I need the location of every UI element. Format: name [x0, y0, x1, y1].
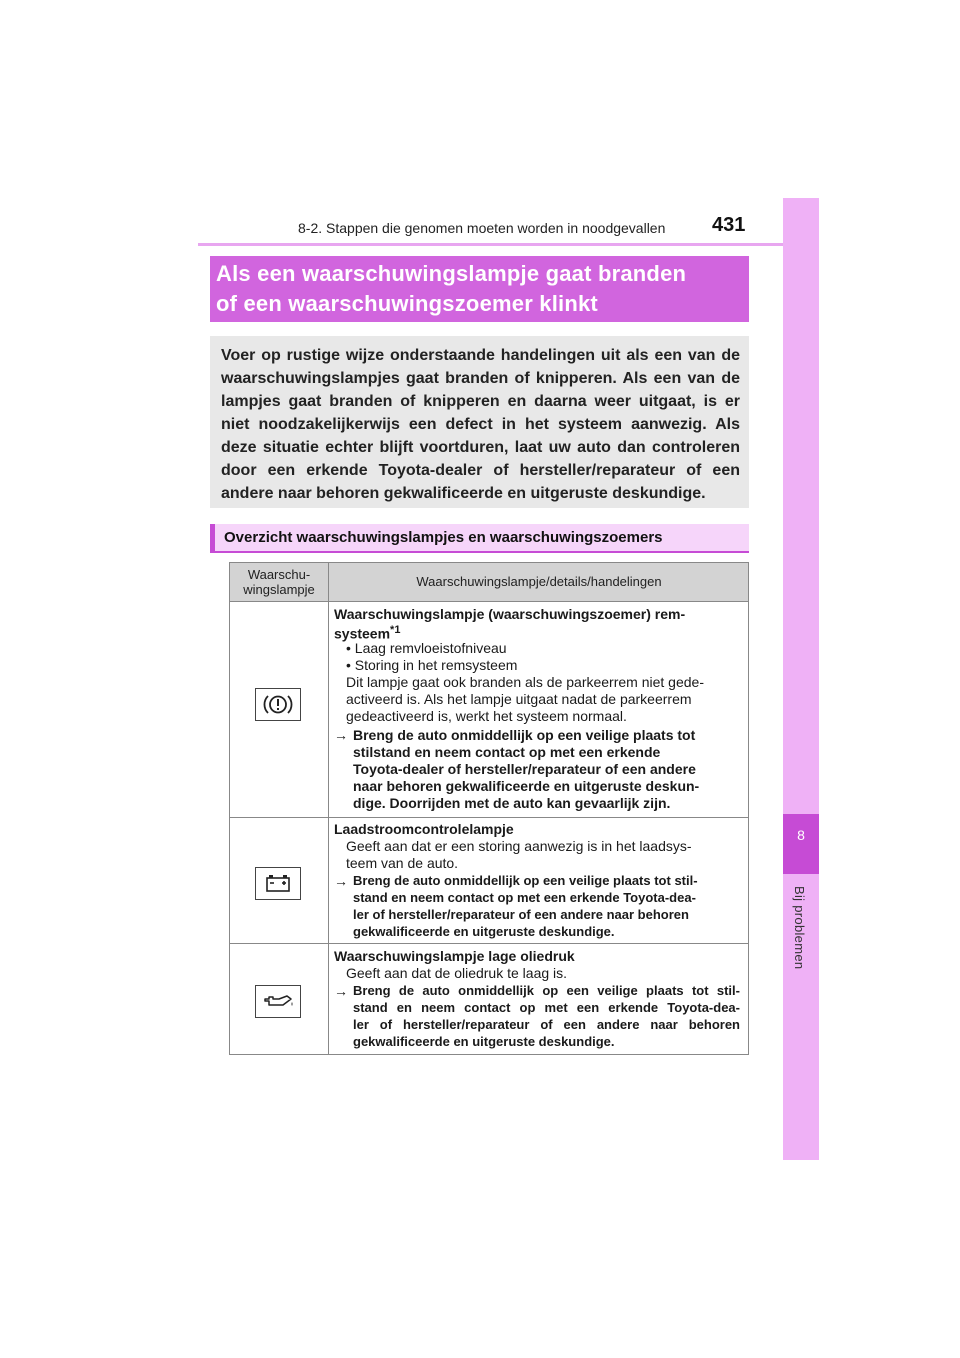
- row1-action: naar behoren gekwalificeerde en uitgeruste deskun-: [353, 778, 700, 794]
- row1-detail: gedeactiveerd is, werkt het systeem normaal.: [346, 708, 627, 724]
- intro-line: deze situatie echter blijft voortduren, laat uw auto dan controleren: [221, 439, 740, 456]
- row1-title: [334, 622, 400, 642]
- row1-action: stilstand en neem contact op met een erkende: [353, 744, 661, 760]
- brake-warning-icon: [255, 688, 301, 721]
- row1-action: Toyota-dealer of hersteller/reparateur of een andere: [353, 761, 696, 777]
- side-tab-marker: [783, 814, 819, 874]
- intro-line: waarschuwingslampjes gaat branden of knipperen. Als een van de: [221, 370, 740, 387]
- row1-action: dige. Doorrijden met de auto kan gevaarlijk zijn.: [353, 795, 671, 811]
- row3-title: Waarschuwingslampje lage oliedruk: [334, 948, 575, 964]
- row1-detail: Dit lampje gaat ook branden als de parkeerrem niet gede-: [346, 674, 704, 690]
- table-row-divider: [229, 817, 749, 818]
- section-banner-bar: [210, 524, 215, 552]
- row3-action: stand en neem contact op met een erkende Toyota-dea-: [353, 1000, 740, 1015]
- intro-line: andere naar behoren gekwalificeerde en uitgeruste deskundige.: [221, 485, 706, 502]
- table-header-col1-line: Waarschu-: [247, 567, 311, 582]
- row1-bullet-text: Storing in het remsysteem: [354, 657, 518, 673]
- row1-bullet-text: Laag remvloeistofniveau: [354, 640, 507, 656]
- oil-pressure-icon: [255, 985, 301, 1018]
- intro-line: niet noodzakelijkerwijs een defect in het systeem aanwezig. Als: [221, 416, 740, 433]
- section-title: Overzicht waarschuwingslampjes en waarschuwingszoemers: [224, 529, 663, 546]
- banner-title-line-1: Als een waarschuwingslampje gaat branden: [216, 261, 687, 286]
- row2-detail: Geeft aan dat er een storing aanwezig is in het laadsys-: [346, 838, 692, 854]
- row1-title: Waarschuwingslampje (waarschuwingszoemer) rem-: [334, 606, 686, 622]
- row1-title-end: systeem: [334, 625, 391, 642]
- row1-bullet: • Storing in het remsysteem: [346, 657, 518, 673]
- table-row-divider: [229, 601, 749, 602]
- page-number: 431: [712, 214, 746, 236]
- header-title: 8-2. Stappen die genomen moeten worden in noodgevallen: [298, 220, 666, 236]
- row1-arrow: →: [334, 727, 348, 743]
- table-header-col1-line: wingslampje: [243, 582, 315, 597]
- row2-action: stand en neem contact op met een erkende Toyota-dea-: [353, 890, 696, 905]
- row3-detail: Geeft aan dat de oliedruk te laag is.: [346, 965, 568, 981]
- row1-action: Breng de auto onmiddellijk op een veilige plaats tot: [353, 727, 696, 743]
- footnote-marker: *1: [390, 624, 401, 636]
- row2-action: gekwalificeerde en uitgeruste deskundige.: [353, 924, 615, 939]
- banner-title-line-2: of een waarschuwingszoemer klinkt: [216, 291, 598, 316]
- intro-line: Voer op rustige wijze onderstaande handelingen uit als een van de: [221, 347, 740, 364]
- battery-charge-icon: [255, 867, 301, 900]
- table-row-divider: [229, 943, 749, 944]
- row1-bullet: • Laag remvloeistofniveau: [346, 640, 507, 656]
- table-header-col2: Waarschuwingslampje/details/handelingen: [416, 574, 662, 589]
- header-line: [198, 243, 819, 246]
- intro-line: lampjes gaat branden of knipperen en daarna weer uitgaat, is er: [221, 393, 740, 410]
- side-tab-number: 8: [797, 827, 805, 843]
- row2-action: Breng de auto onmiddellijk op een veilige plaats tot stil-: [353, 873, 698, 888]
- table-column-divider: [328, 562, 329, 1055]
- row2-action: ler of hersteller/reparateur of een andere naar behoren: [353, 907, 689, 922]
- row3-arrow: →: [334, 983, 348, 999]
- intro-line: door een erkende Toyota-dealer of hersteller/reparateur of een: [221, 462, 740, 479]
- row1-detail: activeerd is. Als het lampje uitgaat nadat de parkeerrem: [346, 691, 692, 707]
- section-banner-underline: [210, 551, 749, 553]
- row2-arrow: →: [334, 873, 348, 889]
- row2-detail: teem van de auto.: [346, 855, 459, 871]
- side-tab-label: Bij problemen: [792, 886, 807, 970]
- row3-action: ler of hersteller/reparateur of een andere naar behoren: [353, 1017, 740, 1032]
- row3-action: Breng de auto onmiddellijk op een veilige plaats tot stil-: [353, 983, 740, 998]
- row3-action: gekwalificeerde en uitgeruste deskundige.: [353, 1034, 615, 1049]
- table-header-col1: [230, 567, 328, 597]
- side-tab: [783, 198, 819, 1160]
- row2-title: Laadstroomcontrolelampje: [334, 821, 514, 837]
